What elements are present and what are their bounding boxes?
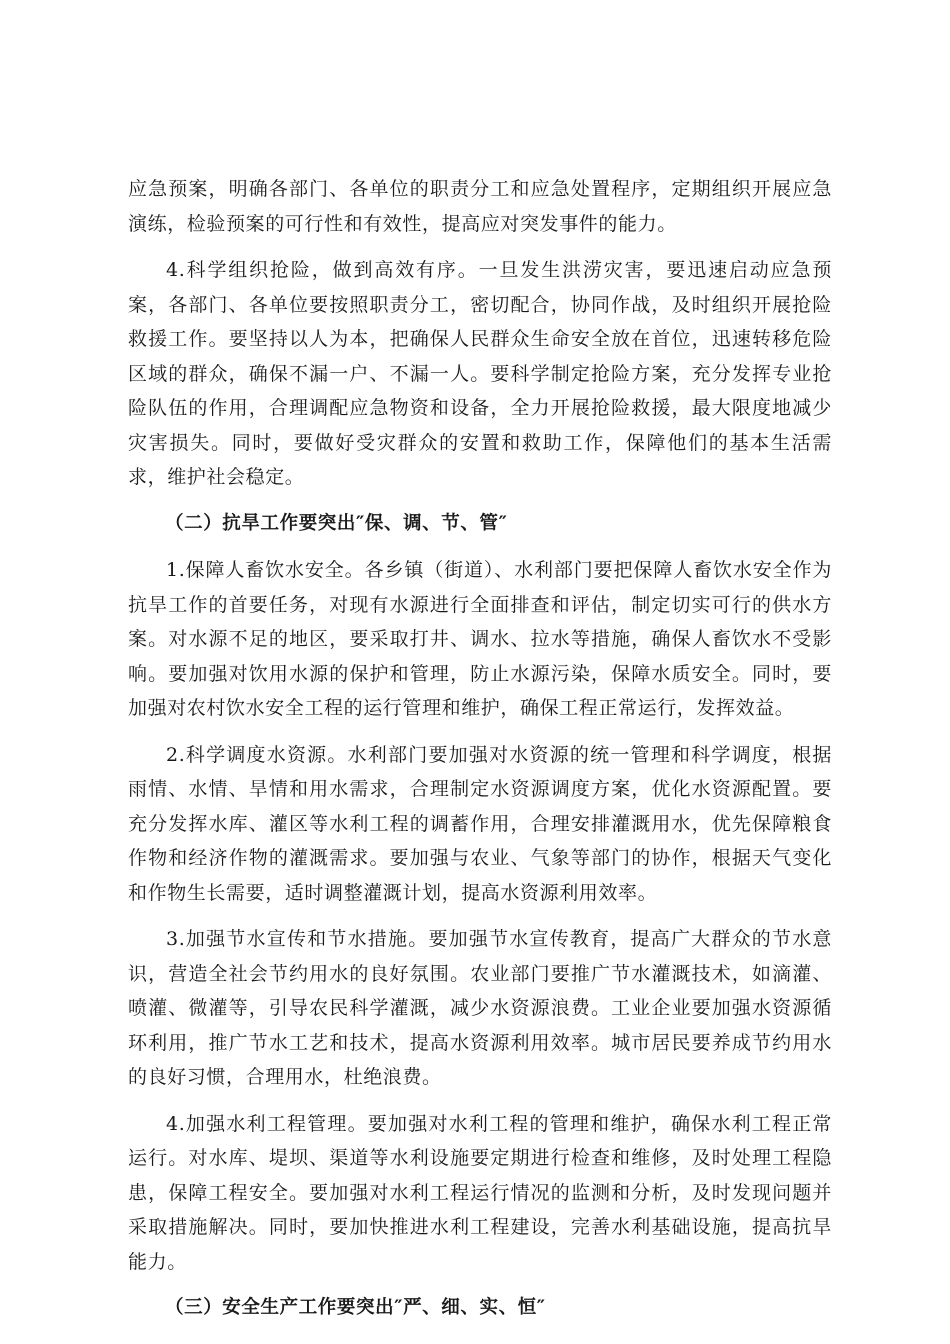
paragraph-engineering-management: 4.加强水利工程管理。要加强对水利工程的管理和维护，确保水利工程正常运行。对水库、堤坝、渠道等水利设施要定期进行检查和维修，及时处理工程隐患，保障工程安全。要加强对水利工程运行情况的监测和分析，及时发现问题并采取措施解决。同时，要加快推进水利工程建设，完善水利基础设施，提高抗旱能力。 — [128, 1112, 832, 1273]
paragraph-drinking-water: 1.保障人畜饮水安全。各乡镇（街道）、水利部门要把保障人畜饮水安全作为抗旱工作的首要任务，对现有水源进行全面排查和评估，制定切实可行的供水方案。对水源不足的地区，要采取打井、调水、拉水等措施，确保人畜饮水不受影响。要加强对饮用水源的保护和管理，防止水源污染，保障水质安全。同时，要加强对农村饮水安全工程的运行管理和维护，确保工程正常运行，发挥效益。 — [128, 559, 832, 719]
document-body — [128, 172, 832, 1338]
paragraph-continued: 应急预案，明确各部门、各单位的职责分工和应急处置程序，定期组织开展应急演练，检验预案的可行性和有效性，提高应对突发事件的能力。 — [128, 178, 832, 235]
paragraph-flood-rescue: 4.科学组织抢险，做到高效有序。一旦发生洪涝灾害，要迅速启动应急预案，各部门、各单位要按照职责分工，密切配合，协同作战，及时组织开展抢险救援工作。要坚持以人为本，把确保人民群众生命安全放在首位，迅速转移危险区域的群众，确保不漏一户、不漏一人。要科学制定抢险方案，充分发挥专业抢险队伍的作用，合理调配应急物资和设备，全力开展抢险救援，最大限度地减少灾害损失。同时，要做好受灾群众的安置和救助工作，保障他们的基本生活需求，维护社会稳定。 — [128, 259, 832, 488]
paragraph-water-saving: 3.加强节水宣传和节水措施。要加强节水宣传教育，提高广大群众的节水意识，营造全社会节约用水的良好氛围。农业部门要推广节水灌溉技术，如滴灌、喷灌、微灌等，引导农民科学灌溉，减少水资源浪费。工业企业要加强水资源循环利用，推广节水工艺和技术，提高水资源利用效率。城市居民要养成节约用水的良好习惯，合理用水，杜绝浪费。 — [128, 928, 832, 1088]
section-heading-drought: （二）抗旱工作要突出″保、调、节、管″ — [165, 512, 508, 534]
paragraph-water-dispatch: 2.科学调度水资源。水利部门要加强对水资源的统一管理和科学调度，根据雨情、水情、旱情和用水需求，合理制定水资源调度方案，优化水资源配置。要充分发挥水库、灌区等水利工程的调蓄作用，合理安排灌溉用水，优先保障粮食作物和经济作物的灌溉需求。要加强与农业、气象等部门的协作，根据天气变化和作物生长需要，适时调整灌溉计划，提高水资源利用效率。 — [128, 743, 832, 904]
section-heading-safety: （三）安全生产工作要突出″严、细、实、恒″ — [165, 1297, 546, 1318]
